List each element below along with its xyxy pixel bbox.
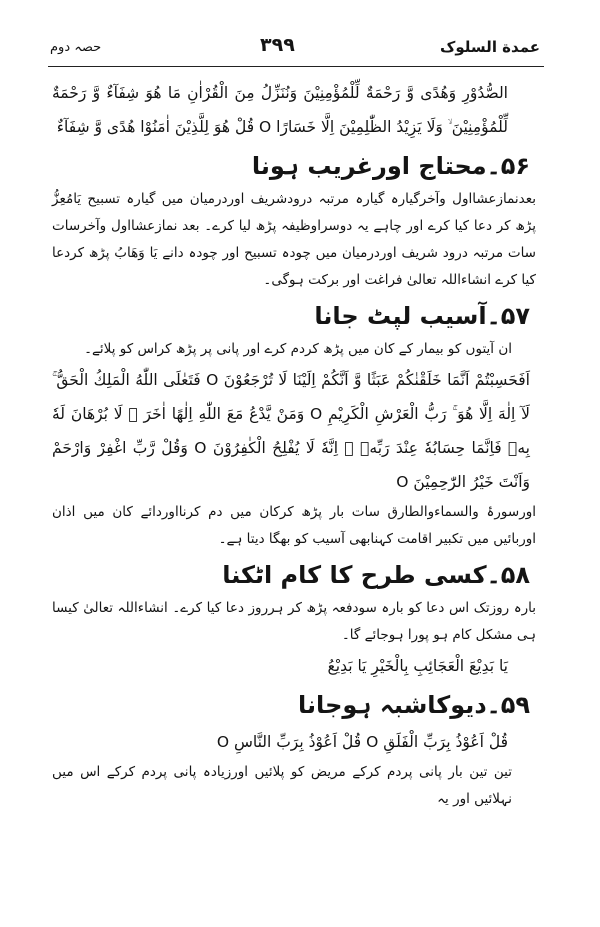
header-divider: [48, 66, 544, 67]
section-heading: ۵۸۔کسی طرح کا کام اٹکنا: [222, 561, 530, 589]
page-content: [52, 76, 536, 813]
section-56: [52, 146, 536, 294]
section-paragraph: بعدنمازعشااول وآخرگیارہ گیارہ مرتبہ درودشریف اوردرمیان میں گیارہ تسبیح یَامُعِزُّ پڑھ کر دعا کیا کرے اور چاہے یہ دوسراوظیفہ پڑھ لیا کرے۔ بعد نمازعشااول وآخرسات سات مرتبہ درود شریف اوردرمیان میں چودہ تسبیح اور چودہ دانے یَا وَھَابُ پڑھ کردعا کیا کرے انشاءاللہ تعالیٰ فراغت اور برکت ہوگی۔: [52, 191, 536, 288]
page-header: [50, 34, 540, 64]
section-heading: ۵۹۔دیوکاشبہ ہوجانا: [298, 691, 530, 719]
section-58: [52, 555, 536, 683]
section-verses: قُلْ اَعُوْذُ بِرَبِّ الْفَلَقِ O قُلْ اَعُوْذُ بِرَبِّ النَّاسِ O: [216, 733, 508, 751]
section-verses: اَفَحَسِبْتُمْ اَنَّمَا خَلَقْنٰكُمْ عَبَثًا وَّ اَنَّكُمْ اِلَيْنَا لَا تُرْجَعُوْنَ O فَتَعٰلَى اللّٰهُ الْمَلِكُ الْحَقُّ ۚ لَآ اِلٰهَ اِلَّا هُوَ ۚ رَبُّ الْعَرْشِ الْكَرِيْمِ O وَمَنْ يَّدْعُ مَعَ اللّٰهِ اِلٰهًا اٰخَرَ ۙ لَا بُرْهَانَ لَهٗ بِهٖ فَاِنَّمَا حِسَابُهٗ عِنْدَ رَبِّهٖ ۚ اِنَّهٗ لَا يُفْلِحُ الْكٰفِرُوْنَ O وَقُلْ رَّبِّ اغْفِرْ وَارْحَمْ وَاَنْتَ خَيْرُ الرّٰحِمِيْنَ O: [52, 371, 530, 491]
page-number: ۳۹۹: [260, 34, 295, 56]
section-verses: يَا بَدِيْعَ الْعَجَائِبِ بِالْخَيْرِ يَا بَدِيْعُ: [327, 657, 508, 675]
section-paragraph: ان آیتوں کو بیمار کے کان میں پڑھ کردم کرے اور پانی پر پڑھ کراس کو پلائے۔: [84, 341, 512, 357]
section-heading: ۵۷۔آسیب لپٹ جانا: [314, 302, 530, 330]
book-title: عمدة السلوک: [440, 38, 540, 56]
part-label: حصہ دوم: [50, 40, 102, 55]
verses-continued: الصُّدُوْرِ وَهُدًى وَّ رَحْمَةٌ لِّلْمُؤْمِنِيْنَ وَنُنَزِّلُ مِنَ الْقُرْاٰنِ مَا هُوَ شِفَآءٌ وَّ رَحْمَةٌ لِّلْمُؤْمِنِيْنَ ۙ وَلَا يَزِيْدُ الظّٰلِمِيْنَ اِلَّا خَسَارًا O قُلْ هُوَ لِلَّذِيْنَ اٰمَنُوْا هُدًى وَّ شِفَآءٌ: [52, 84, 508, 136]
section-paragraph-after: اورسورۂ والسماءوالطارق سات بار پڑھ کرکان میں دم کرنااوردائے کان میں اذان اوربائیں میں تکبیر اقامت کہنابھی آسیب کو بھگا دیتا ہے۔: [52, 504, 536, 547]
section-59: [52, 685, 536, 813]
section-57: [52, 296, 536, 553]
section-paragraph: تین تین بار پانی پردم کرکے مریض کو پلائیں اورزیادہ پانی پردم کرکے اس میں نہلائیں اور یہ: [52, 764, 512, 807]
section-heading: ۵۶۔محتاج اورغریب ہونا: [251, 152, 530, 180]
section-paragraph: بارہ روزتک اس دعا کو بارہ سودفعہ پڑھ کر ہرروز دعا کیا کرے۔ انشاءاللہ تعالیٰ کیسا ہی مشکل کام ہو پورا ہوجائے گا۔: [52, 600, 536, 643]
